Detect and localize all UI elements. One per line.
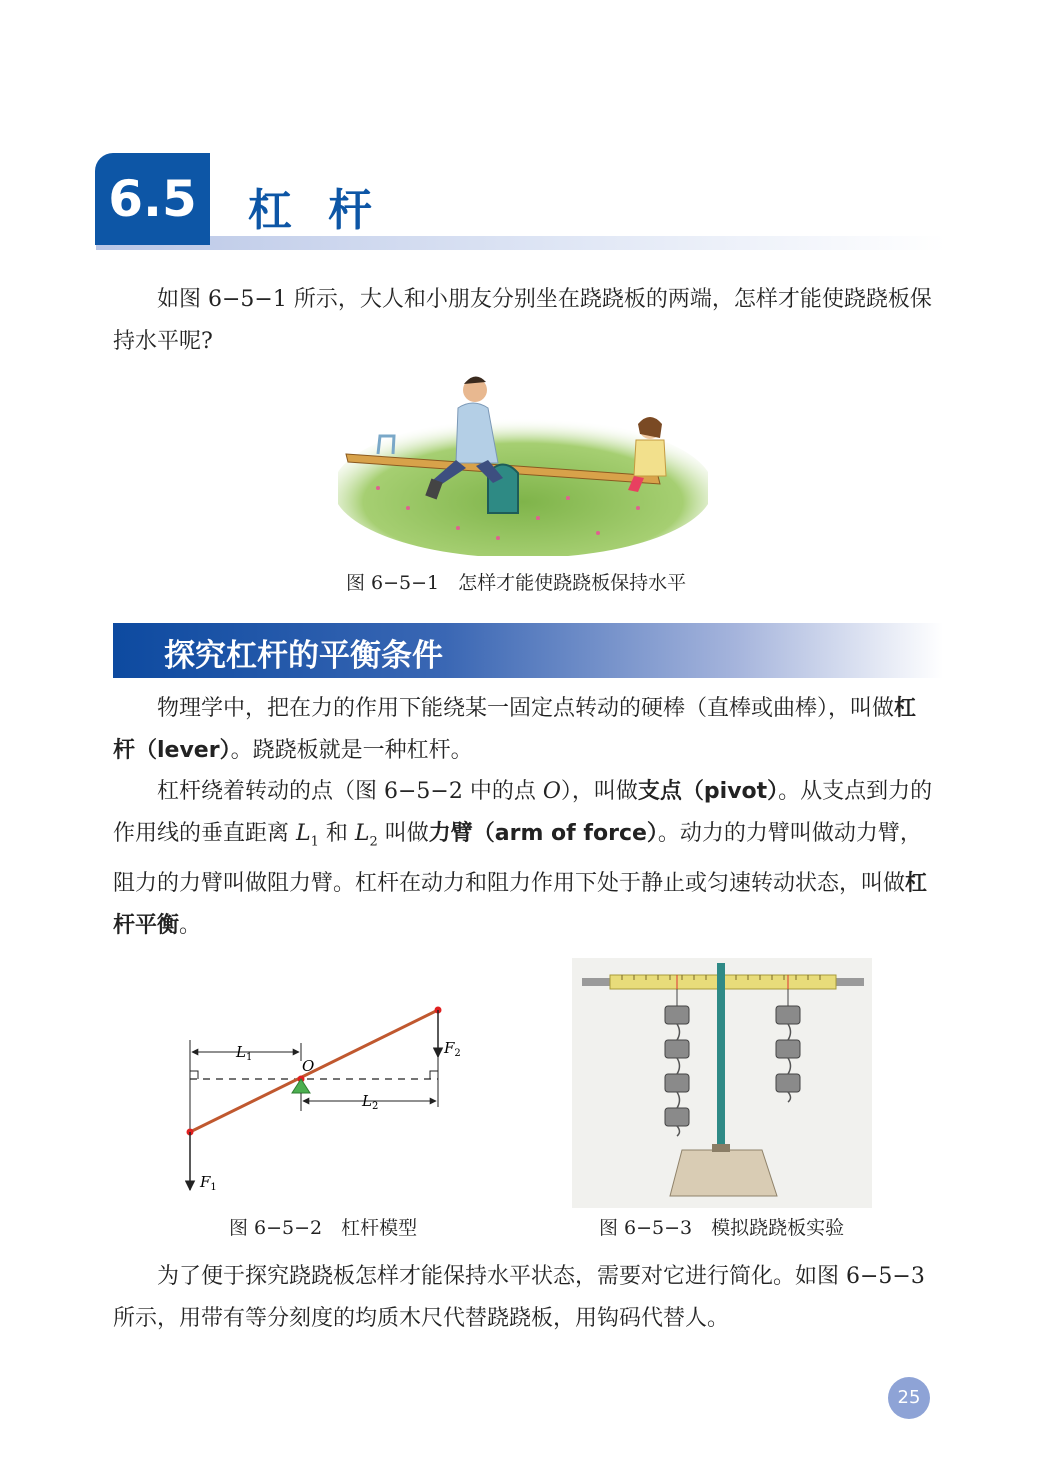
seesaw-illustration — [338, 368, 708, 556]
text-fragment: 叫做 — [377, 821, 429, 846]
section-header-shade — [96, 236, 946, 250]
text-fragment: 。跷跷板就是一种杠杆。 — [230, 738, 473, 763]
figure-6-5-1-caption: 图 6−5−1 怎样才能使跷跷板保持水平 — [346, 572, 687, 594]
term-pivot: 支点（pivot） — [637, 779, 779, 804]
l1-label: $L_1$ — [236, 1043, 253, 1063]
text-fragment: 。 — [179, 913, 202, 939]
section-number-badge: 6.5 — [95, 153, 210, 245]
l2-symbol: L — [354, 821, 370, 846]
term-arm-of-force: 力臂（arm of force） — [428, 821, 658, 846]
paragraph-simplification: 为了便于探究跷跷板怎样才能保持水平状态，需要对它进行简化。如图 6−5−3 所示，用带有等分刻度的均质木尺代替跷跷板，用钩码代替人。 — [113, 1264, 925, 1331]
figure-6-5-2-caption: 图 6−5−2 杠杆模型 — [229, 1217, 418, 1239]
section-title: 杠杆 — [248, 185, 408, 236]
term-lever-balance: 杠杆平衡 — [113, 871, 928, 939]
term-lever: 杠杆（lever） — [113, 696, 917, 763]
pivot-o-label: O — [302, 1057, 315, 1075]
text-fragment: 和 — [318, 821, 355, 846]
point-o-symbol: O — [542, 779, 561, 804]
text-fragment: 杠杆绕着转动的点（图 6−5−2 中的点 — [157, 779, 543, 804]
figure-6-5-3-caption: 图 6−5−3 模拟跷跷板实验 — [599, 1217, 845, 1239]
text-fragment: ），叫做 — [560, 779, 638, 804]
l1-subscript: 1 — [310, 834, 319, 850]
paragraph-pivot-definition — [113, 771, 933, 947]
page-number: 25 — [888, 1377, 930, 1419]
text-fragment: 物理学中，把在力的作用下能绕某一固定点转动的硬棒（直棒或曲棒），叫做 — [157, 696, 895, 721]
paragraph-lever-definition — [113, 688, 933, 772]
f2-label: $F_2$ — [444, 1039, 461, 1059]
l2-label: $L_2$ — [362, 1092, 379, 1112]
f1-label: $F_1$ — [200, 1173, 217, 1193]
subsection-title: 探究杠杆的平衡条件 — [164, 638, 443, 674]
l1-symbol: L — [296, 821, 311, 846]
lever-experiment-illustration — [572, 958, 872, 1208]
text-fragment: 。从支点到力的作用线的垂直距离 — [113, 779, 933, 846]
text-fragment: 。动力的力臂叫做动力臂，阻力的力臂叫做阻力臂。杠杆在动力和阻力作用下处于静止或匀速转动状态，叫做 — [113, 821, 922, 897]
intro-paragraph: 如图 6−5−1 所示，大人和小朋友分别坐在跷跷板的两端，怎样才能使跷跷板保持水平呢? — [113, 287, 932, 354]
lever-model-diagram — [170, 995, 480, 1200]
l2-subscript: 2 — [369, 834, 378, 850]
